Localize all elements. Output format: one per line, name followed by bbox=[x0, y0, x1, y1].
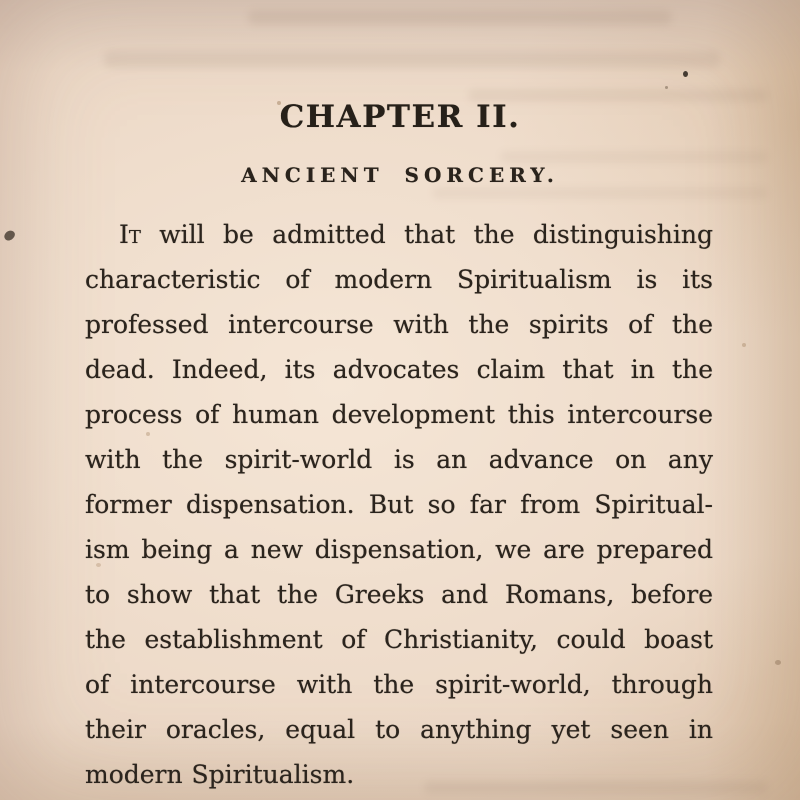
text-line: to show that the Greeks and Romans, before bbox=[85, 580, 713, 609]
paper-speck bbox=[3, 228, 17, 242]
paper-speck bbox=[775, 660, 781, 665]
bleed-through-text bbox=[432, 187, 768, 199]
bleed-through-text bbox=[248, 10, 672, 25]
text-line bbox=[85, 212, 713, 257]
text-line: of intercourse with the spirit-world, through bbox=[85, 670, 713, 699]
paper-speck bbox=[665, 86, 668, 89]
chapter-heading: CHAPTER II. bbox=[279, 99, 521, 135]
text-line: characteristic of modern Spiritualism is its bbox=[85, 265, 713, 294]
paragraph bbox=[85, 212, 713, 797]
text-line: former dispensation. But so far from Spiritual- bbox=[85, 490, 713, 519]
text-line: dead. Indeed, its advocates claim that in the bbox=[85, 355, 713, 384]
text-line-rest: will be admitted that the distinguishing bbox=[159, 220, 714, 249]
text-line: modern Spiritualism. bbox=[85, 760, 355, 789]
text-line: the establishment of Christianity, could boast bbox=[85, 625, 713, 654]
text-line: their oracles, equal to anything yet seen in bbox=[85, 715, 713, 744]
paper-speck bbox=[742, 343, 746, 347]
text-line: process of human development this intercourse bbox=[85, 400, 713, 429]
text-line: ism being a new dispensation, we are prepared bbox=[85, 535, 713, 564]
text-line: with the spirit-world is an advance on any bbox=[85, 445, 713, 474]
bleed-through-text bbox=[104, 51, 720, 68]
small-caps-word: It bbox=[119, 220, 141, 249]
bleed-through-text bbox=[500, 151, 768, 163]
section-heading: ANCIENT SORCERY. bbox=[241, 163, 559, 187]
text-line: professed intercourse with the spirits of the bbox=[85, 310, 713, 339]
paper-speck bbox=[683, 71, 688, 77]
